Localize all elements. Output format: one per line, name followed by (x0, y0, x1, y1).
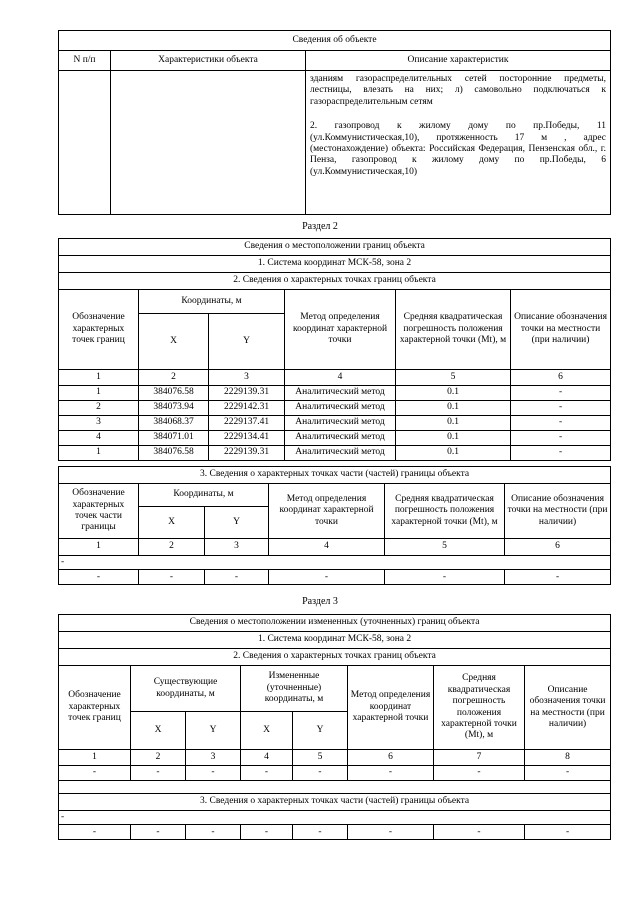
s3-cell: - (525, 766, 611, 781)
point-desc: - (511, 446, 611, 461)
point-y: 2229139.31 (209, 386, 285, 401)
spacer-row (59, 781, 611, 794)
desc-cell (306, 71, 611, 215)
col-number: 2 (139, 539, 205, 556)
part-cell: - (205, 570, 269, 585)
s3-header-changed: Измененные (уточненные) координаты, м (241, 666, 348, 712)
s3-part-cell: - (434, 825, 525, 840)
col-desc-header: Описание характеристик (306, 51, 611, 71)
part-header-y: Y (205, 507, 269, 539)
header-designation: Обозначение характерных точек границ (59, 290, 139, 370)
object-info-title: Сведения об объекте (59, 31, 611, 51)
point-error: 0.1 (396, 431, 511, 446)
table-row (59, 766, 611, 781)
col-num-header: N п/п (59, 51, 111, 71)
part-cell: - (385, 570, 505, 585)
s3-part-cell: - (293, 825, 348, 840)
point-error: 0.1 (396, 446, 511, 461)
point-y: 2229139.31 (209, 446, 285, 461)
table-row (59, 416, 611, 431)
point-x: 384071.01 (139, 431, 209, 446)
part-header-method: Метод определения координат характерной точки (269, 484, 385, 539)
col-number: 2 (139, 370, 209, 386)
table-row (59, 825, 611, 840)
section-2-title: Сведения о местоположении границ объекта (59, 239, 611, 256)
header-description: Описание обозначения точки на местности (при наличии) (511, 290, 611, 370)
s3-header-y1: Y (186, 712, 241, 750)
point-id: 1 (59, 386, 139, 401)
section-3-points-title: 2. Сведения о характерных точках границ объекта (59, 649, 611, 666)
col-number: 5 (396, 370, 511, 386)
s3-header-y2: Y (293, 712, 348, 750)
s3-part-cell: - (348, 825, 434, 840)
col-number: 4 (241, 750, 293, 766)
section-2-boundary-table (58, 238, 611, 461)
point-id: 3 (59, 416, 139, 431)
s3-part-cell: - (186, 825, 241, 840)
part-header-x: X (139, 507, 205, 539)
header-y: Y (209, 314, 285, 370)
point-y: 2229142.31 (209, 401, 285, 416)
point-error: 0.1 (396, 416, 511, 431)
part-header-error: Средняя квадратическая погрешность положения характерной точки (Mt), м (385, 484, 505, 539)
col-number: 1 (59, 370, 139, 386)
part-cell: - (59, 570, 139, 585)
point-x: 384076.58 (139, 446, 209, 461)
point-id: 2 (59, 401, 139, 416)
part-cell: - (139, 570, 205, 585)
col-number: 4 (269, 539, 385, 556)
col-number: 6 (348, 750, 434, 766)
section-3-boundary-table (58, 614, 611, 840)
table-row (59, 570, 611, 585)
col-number: 3 (186, 750, 241, 766)
part-cell: - (505, 570, 611, 585)
s3-header-x1: X (131, 712, 186, 750)
col-number: 6 (511, 370, 611, 386)
s3-cell: - (186, 766, 241, 781)
object-info-table (58, 30, 611, 215)
s3-header-error: Средняя квадратическая погрешность положения характерной точки (Mt), м (434, 666, 525, 750)
col-number: 2 (131, 750, 186, 766)
point-desc: - (511, 386, 611, 401)
point-x: 384073.94 (139, 401, 209, 416)
section-3-heading: Раздел 3 (302, 596, 338, 607)
part-dash-row: - (59, 556, 611, 570)
section-2-part-table (58, 466, 611, 585)
section-2-part-title: 3. Сведения о характерных точках части (частей) границы объекта (59, 467, 611, 484)
s3-part-cell: - (131, 825, 186, 840)
col-number: 7 (434, 750, 525, 766)
s3-part-cell: - (241, 825, 293, 840)
point-method: Аналитический метод (285, 431, 396, 446)
part-header-designation: Обозначение характерных точек части границы (59, 484, 139, 539)
point-x: 384068.37 (139, 416, 209, 431)
s3-header-existing: Существующие координаты, м (131, 666, 241, 712)
s3-cell: - (59, 766, 131, 781)
part-header-coordinates: Координаты, м (139, 484, 269, 507)
s3-header-method: Метод определения координат характерной точки (348, 666, 434, 750)
s3-cell: - (241, 766, 293, 781)
point-id: 4 (59, 431, 139, 446)
col-number: 8 (525, 750, 611, 766)
part-header-description: Описание обозначения точки на местности (при наличии) (505, 484, 611, 539)
desc-paragraph-1: зданиям газораспределительных сетей посторонние предметы, лестницы, влезать на них; л) самовольно подключаться к газораспределительным сетям (310, 74, 607, 107)
header-method: Метод определения координат характерной точки (285, 290, 396, 370)
header-coordinates: Координаты, м (139, 290, 285, 314)
section-2-points-title: 2. Сведения о характерных точках границ объекта (59, 273, 611, 290)
s3-cell: - (293, 766, 348, 781)
point-id: 1 (59, 446, 139, 461)
s3-part-cell: - (525, 825, 611, 840)
desc-paragraph-2: 2. газопровод к жилому дому по пр.Победы, 11 (ул.Коммунистическая,10), протяженность 17 м , адрес (местонахождение) объекта: Российская Федерация, Пензенская обл., г. Пенза, газопровод к жилому дому по пр.Победы, 6 (ул.Коммунистическая,10) (310, 121, 607, 177)
s3-header-description: Описание обозначения точки на местности (при наличии) (525, 666, 611, 750)
table-row (59, 386, 611, 401)
num-cell (59, 71, 111, 215)
point-method: Аналитический метод (285, 416, 396, 431)
col-number: 1 (59, 750, 131, 766)
point-desc: - (511, 401, 611, 416)
s3-part-cell: - (59, 825, 131, 840)
point-method: Аналитический метод (285, 446, 396, 461)
point-desc: - (511, 416, 611, 431)
col-number: 4 (285, 370, 396, 386)
col-char-header: Характеристики объекта (111, 51, 306, 71)
point-y: 2229134.41 (209, 431, 285, 446)
col-number: 3 (209, 370, 285, 386)
table-row (59, 431, 611, 446)
point-error: 0.1 (396, 386, 511, 401)
s3-cell: - (131, 766, 186, 781)
section-2-coord-system: 1. Система координат МСК-58, зона 2 (59, 256, 611, 273)
s3-part-dash-row: - (59, 811, 611, 825)
s3-cell: - (434, 766, 525, 781)
point-error: 0.1 (396, 401, 511, 416)
section-3-title: Сведения о местоположении измененных (уточненных) границ объекта (59, 615, 611, 632)
s3-header-designation: Обозначение характерных точек границ (59, 666, 131, 750)
section-3-part-title: 3. Сведения о характерных точках части (частей) границы объекта (59, 794, 611, 811)
header-error: Средняя квадратическая погрешность положения характерной точки (Mt), м (396, 290, 511, 370)
table-row (59, 446, 611, 461)
col-number: 3 (205, 539, 269, 556)
point-y: 2229137.41 (209, 416, 285, 431)
point-x: 384076.58 (139, 386, 209, 401)
header-x: X (139, 314, 209, 370)
point-method: Аналитический метод (285, 386, 396, 401)
col-number: 6 (505, 539, 611, 556)
section-3-coord-system: 1. Система координат МСК-58, зона 2 (59, 632, 611, 649)
part-cell: - (269, 570, 385, 585)
s3-header-x2: X (241, 712, 293, 750)
section-2-heading: Раздел 2 (302, 221, 338, 232)
col-number: 1 (59, 539, 139, 556)
point-method: Аналитический метод (285, 401, 396, 416)
col-number: 5 (293, 750, 348, 766)
char-cell (111, 71, 306, 215)
table-row (59, 401, 611, 416)
col-number: 5 (385, 539, 505, 556)
point-desc: - (511, 431, 611, 446)
s3-cell: - (348, 766, 434, 781)
